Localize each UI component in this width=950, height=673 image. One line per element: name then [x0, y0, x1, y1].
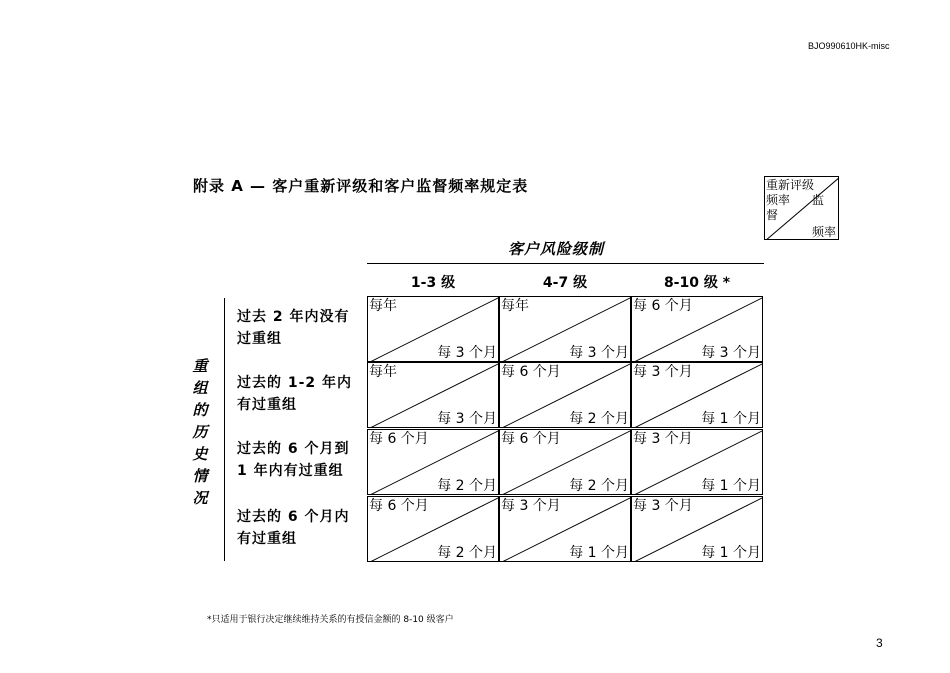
row-header-restructure-6m-1y: 过去的 6 个月到 1 年内有过重组 — [237, 441, 350, 479]
monitoring-frequency: 每 1 个月 — [701, 478, 761, 494]
legend-rerating-frequency: 频率 — [766, 193, 791, 207]
rerating-frequency: 每 6 个月 — [369, 498, 429, 514]
page-title: 附录 A — 客户重新评级和客户监督频率规定表 — [193, 177, 529, 195]
monitoring-frequency: 每 2 个月 — [437, 478, 497, 494]
monitoring-frequency: 每 3 个月 — [569, 345, 629, 361]
document-id: BJO990610HK-misc — [808, 41, 890, 51]
rerating-frequency: 每 3 个月 — [633, 498, 693, 514]
column-header-8-10: 8-10 级 * — [663, 275, 731, 291]
column-header-1-3: 1-3 级 — [410, 275, 456, 291]
monitoring-frequency: 每 2 个月 — [437, 545, 497, 561]
monitoring-frequency: 每 1 个月 — [701, 411, 761, 427]
rerating-frequency: 每 6 个月 — [501, 364, 561, 380]
monitoring-frequency: 每 2 个月 — [569, 411, 629, 427]
table-cell — [631, 296, 763, 362]
footnote: *只适用于银行决定继续维持关系的有授信金额的 8-10 级客户 — [207, 615, 454, 625]
table-cell — [367, 296, 499, 362]
table-cell — [499, 362, 631, 428]
vertical-row-group-label: 重组的历史情况 — [192, 357, 208, 507]
legend-rerating-label: 重新评级 — [766, 178, 815, 192]
rerating-frequency: 每 6 个月 — [501, 431, 561, 447]
monitoring-frequency: 每 3 个月 — [701, 345, 761, 361]
table-cell — [631, 362, 763, 428]
column-header-4-7: 4-7 级 — [542, 275, 588, 291]
legend-box — [764, 176, 839, 240]
table-cell — [499, 296, 631, 362]
rerating-frequency: 每 6 个月 — [633, 298, 693, 314]
rerating-frequency: 每年 — [501, 298, 529, 314]
row-header-no-restructure-2y: 过去 2 年内没有过重组 — [237, 309, 350, 347]
table-cell — [367, 429, 499, 495]
legend-monitoring-label: 监 — [812, 193, 825, 207]
monitoring-frequency: 每 1 个月 — [701, 545, 761, 561]
monitoring-frequency: 每 1 个月 — [569, 545, 629, 561]
table-cell — [367, 362, 499, 428]
table-cell — [631, 496, 763, 562]
rerating-frequency: 每 3 个月 — [633, 431, 693, 447]
monitoring-frequency: 每 3 个月 — [437, 345, 497, 361]
legend-monitoring-frequency: 频率 — [812, 225, 837, 239]
row-group-divider — [224, 298, 225, 561]
row-header-restructure-6m: 过去的 6 个月内有过重组 — [237, 509, 350, 547]
risk-scale-title: 客户风险级制 — [508, 240, 605, 258]
monitoring-frequency: 每 3 个月 — [437, 411, 497, 427]
rerating-frequency: 每 3 个月 — [501, 498, 561, 514]
monitoring-frequency: 每 2 个月 — [569, 478, 629, 494]
table-cell — [499, 429, 631, 495]
rerating-frequency: 每 6 个月 — [369, 431, 429, 447]
table-cell — [367, 496, 499, 562]
header-rule — [367, 263, 764, 264]
rerating-frequency: 每年 — [369, 298, 397, 314]
table-cell — [499, 496, 631, 562]
rerating-frequency: 每 3 个月 — [633, 364, 693, 380]
page-number: 3 — [876, 636, 883, 650]
rerating-frequency: 每年 — [369, 364, 397, 380]
row-header-restructure-1-2y: 过去的 1-2 年内有过重组 — [237, 375, 353, 413]
table-cell — [631, 429, 763, 495]
legend-monitoring-label-cont: 督 — [766, 208, 779, 222]
